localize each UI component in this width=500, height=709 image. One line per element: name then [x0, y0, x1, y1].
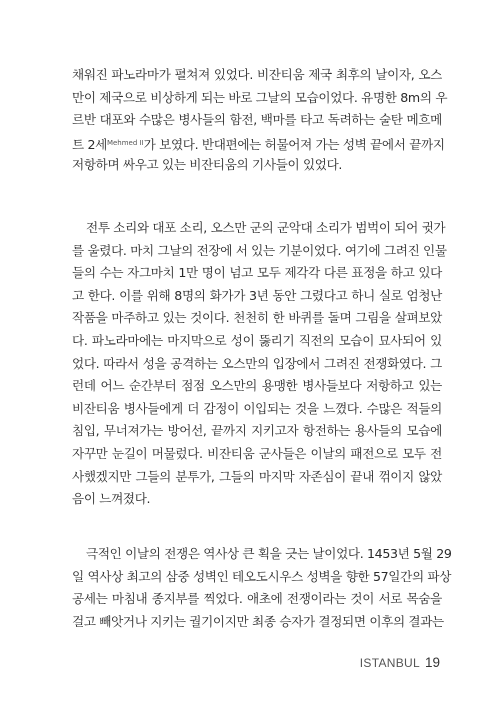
text-line: 공세는 마침내 종지부를 찍었다. 애초에 전쟁이라는 것이 서로 목숨을: [72, 591, 442, 607]
text-line: 고 한다. 이를 위해 8명의 화가가 3년 동안 그렸다고 하니 실로 엄청난: [72, 287, 442, 303]
text-line: [72, 132, 445, 155]
text-line: 걸고 빼앗거나 지키는 궐기이지만 최종 승자가 결정되면 이후의 결과는: [72, 613, 444, 629]
text-line: 르반 대포와 수많은 병사들의 함전, 백마를 타고 독려하는 술탄 메흐메: [72, 112, 442, 128]
text-line: 전투 소리와 대포 소리, 오스만 군의 군악대 소리가 범벅이 되어 귓가: [86, 220, 446, 235]
text-line: 들의 수는 자그마치 1만 명이 넘고 모두 제각각 다른 표정을 하고 있다: [72, 265, 442, 281]
text-fragment: 가 보였다. 반대편에는 허물어져 가는 성벽 끝에서 끝까지: [143, 136, 445, 152]
text-line: 만이 제국으로 비상하게 되는 바로 그날의 모습이었다. 유명한 8m의 우: [72, 89, 448, 105]
page-footer: [360, 655, 440, 670]
text-line: 극적인 이날의 전쟁은 역사상 큰 획을 긋는 날이었다. 1453년 5월 29: [86, 546, 452, 561]
page-number: 19: [424, 655, 440, 670]
paragraph-2: [72, 217, 447, 511]
text-line: 음이 느껴졌다.: [72, 491, 151, 507]
text-line: 었다. 따라서 성을 공격하는 오스만의 입장에서 그려진 전쟁화였다. 그: [72, 355, 442, 371]
footnote-superscript: Mehmed II: [106, 138, 144, 147]
text-line: 작품을 마주하고 있는 것이다. 천천히 한 바퀴를 돌며 그림을 살펴보았: [72, 310, 442, 326]
text-line: 자꾸만 눈길이 머물렀다. 비잔티움 군사들은 이날의 패전으로 모두 전: [72, 445, 442, 461]
text-line: 비잔티움 병사들에게 더 감정이 이입되는 것을 느꼈다. 수많은 적들의: [72, 400, 442, 416]
text-line: 일 역사상 최고의 삼중 성벽인 테오도시우스 성벽을 향한 57일간의 파상: [72, 568, 452, 584]
text-line: 저항하며 싸우고 있는 비잔티움의 기사들이 있었다.: [72, 157, 343, 173]
text-fragment: 트 2세: [72, 136, 107, 152]
text-line: 런데 어느 순간부터 점점 오스만의 용맹한 병사들보다 저항하고 있는: [72, 378, 442, 394]
text-line: 를 울렸다. 마치 그날의 전장에 서 있는 기분이었다. 여기에 그려진 인물: [72, 242, 447, 258]
running-section-title: ISTANBUL: [359, 656, 420, 670]
paragraph-1: [72, 64, 448, 177]
text-line: 사했겠지만 그들의 분투가, 그들의 마지막 자존심이 끝내 꺾이지 않았: [72, 468, 442, 484]
text-line: 침입, 무너져가는 방어선, 끝까지 지키고자 항전하는 용사들의 모습에: [72, 423, 442, 439]
text-line: 채워진 파노라마가 펼쳐져 있었다. 비잔티움 제국 최후의 날이자, 오스: [72, 67, 442, 82]
paragraph-3: [72, 543, 452, 633]
text-line: 다. 파노라마에는 마지막으로 성이 뚫리기 직전의 모습이 묘사되어 있: [72, 332, 442, 348]
